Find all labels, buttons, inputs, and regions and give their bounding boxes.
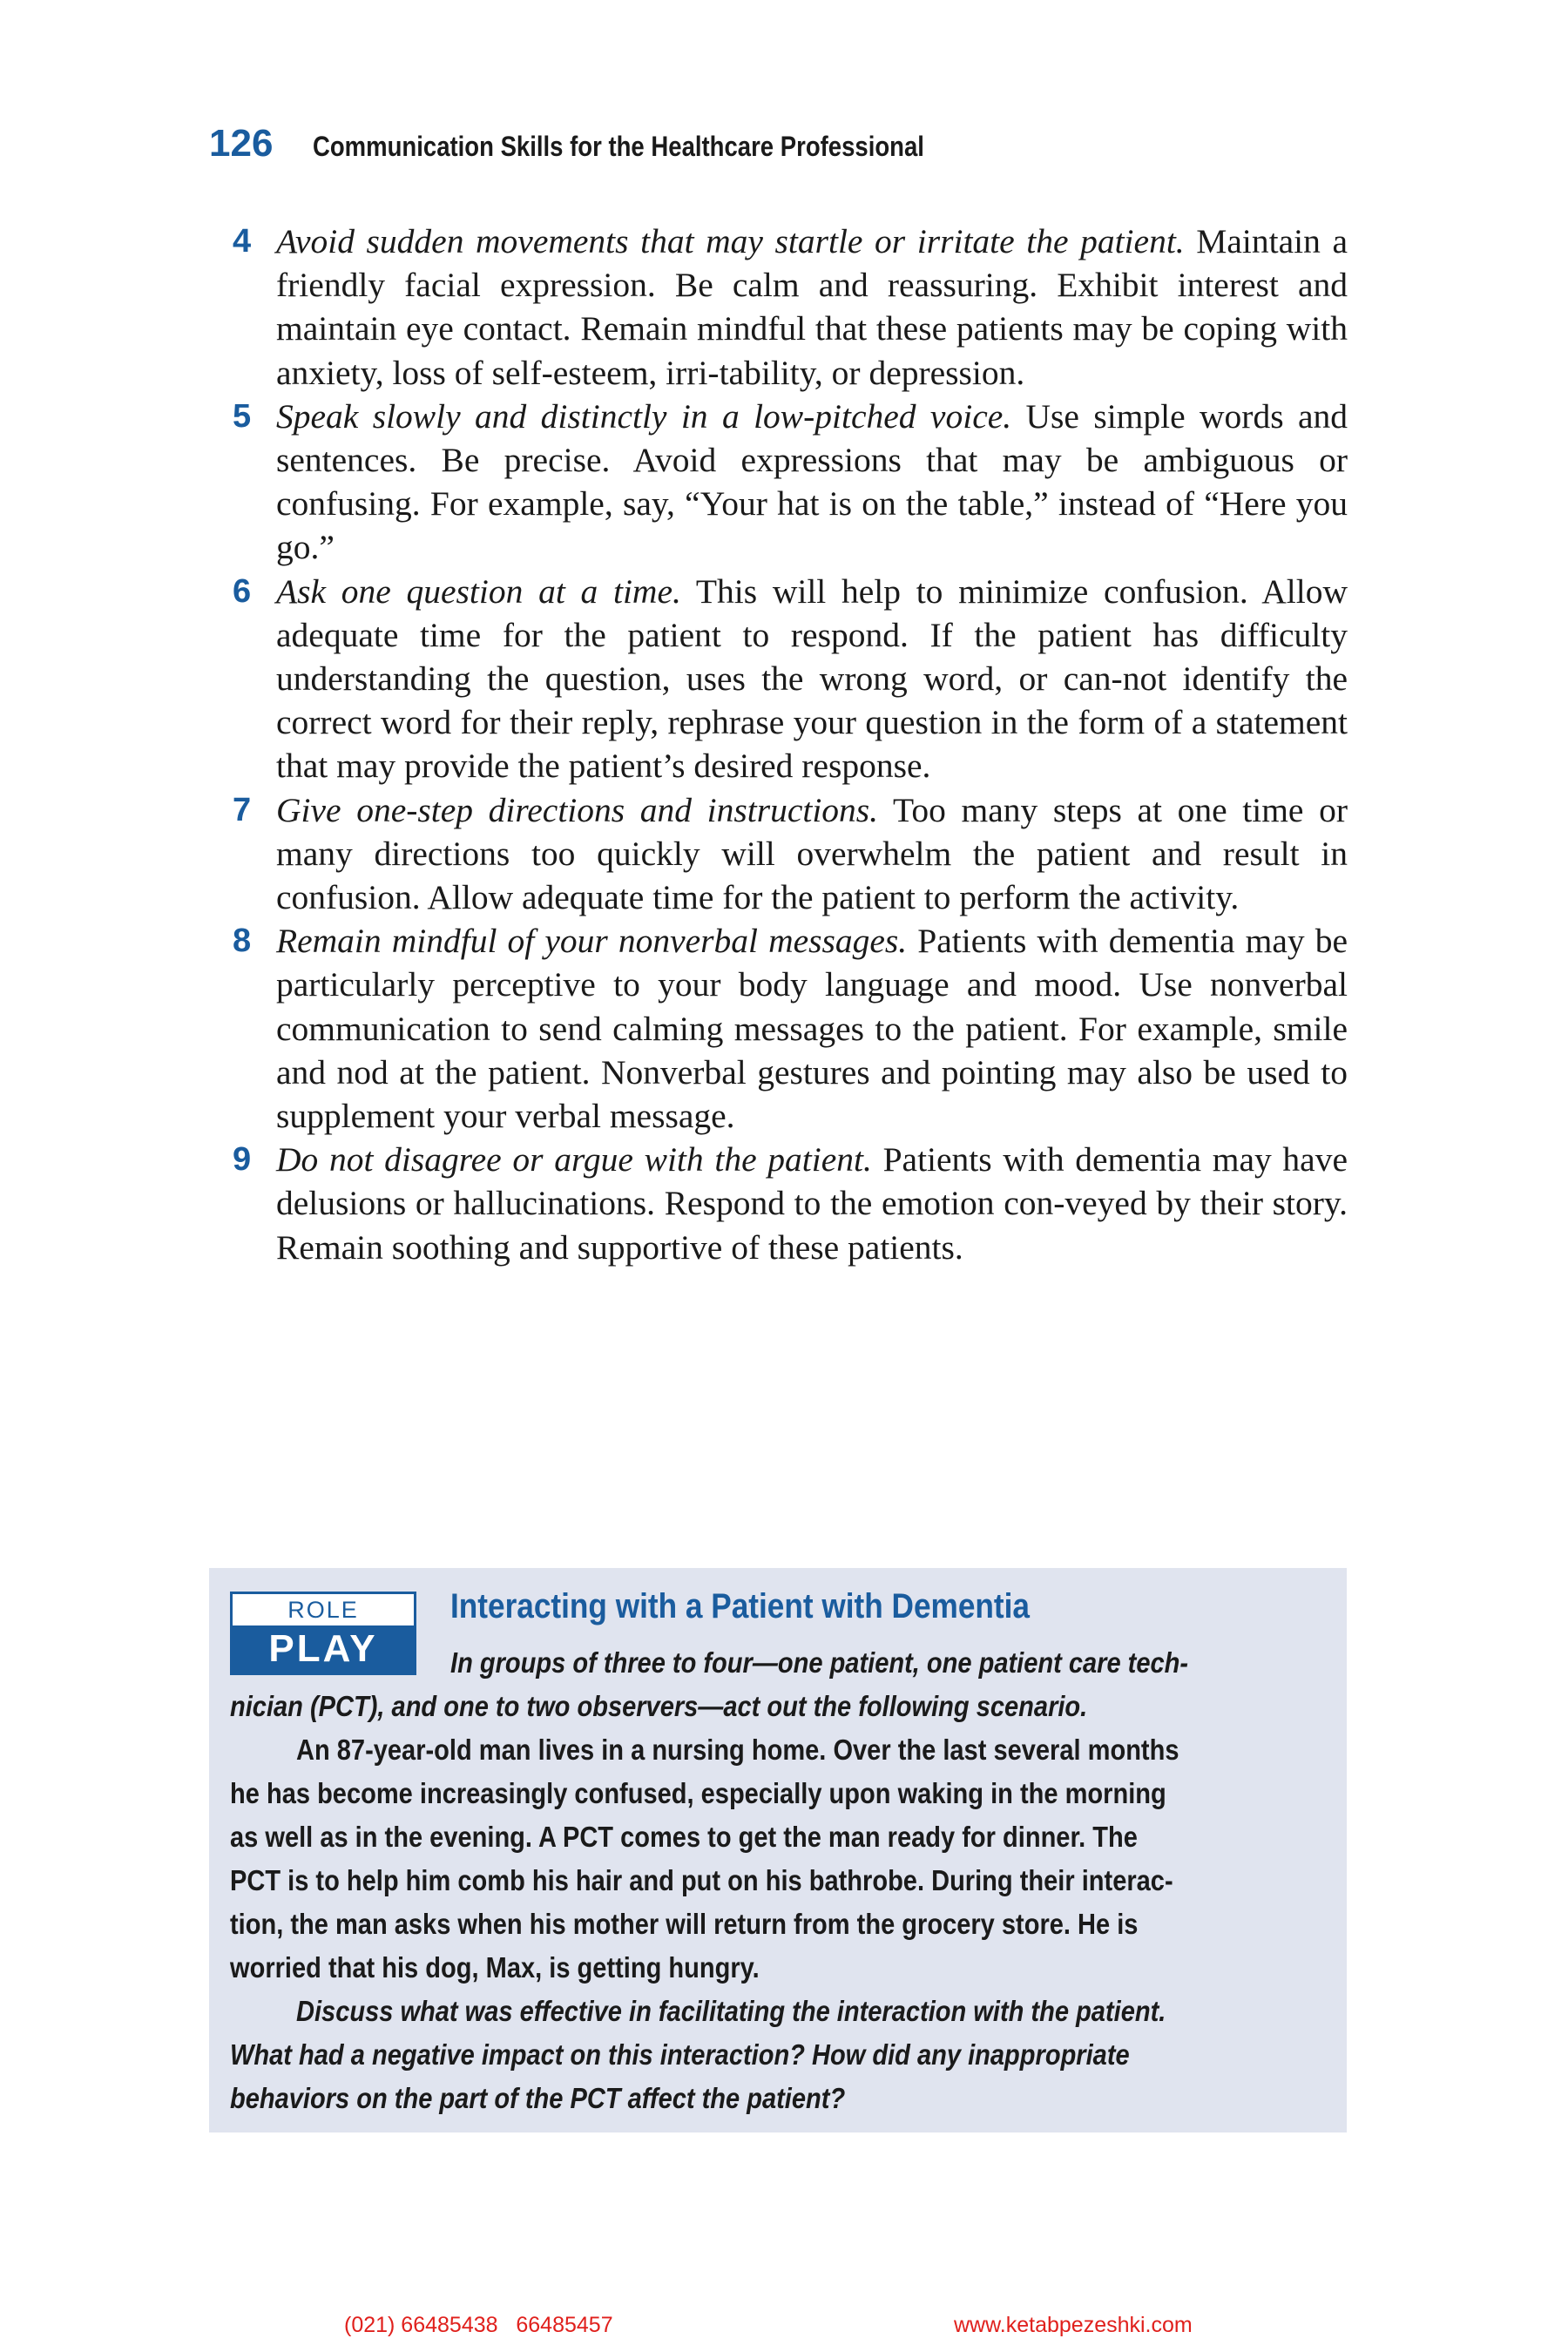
- item-lead: Remain mindful of your nonverbal messages.: [276, 922, 908, 961]
- item-body: Use simple words and sentences. Be precise. Avoid expressions that may be ambiguous or confusing. For example, say, “Your hat is on the table,” instead of “Here you go.”: [276, 396, 1348, 567]
- item-body: Patients with dementia may be particularly perceptive to your body language and mood. Use nonverbal communication to send calming messages to the patient. For example, smile and nod at the patient. Nonverbal gestures and pointing may also be used to supplement your verbal message.: [276, 922, 1348, 1136]
- discussion-line: What had a negative impact on this interaction? How did any inappropriate: [230, 2038, 1130, 2071]
- item-body: Too many steps at one time or many directions too quickly will overwhelm the patient and result in confusion. Allow adequate time for the patient to perform the activity.: [276, 790, 1348, 917]
- scenario-line: tion, the man asks when his mother will return from the grocery store. He is: [230, 1908, 1139, 1940]
- item-number: 9: [233, 1141, 252, 1179]
- item-number: 8: [233, 923, 252, 960]
- item-text: [276, 1138, 1348, 1269]
- item-text: [276, 919, 1348, 1138]
- scenario-line: PCT is to help him comb his hair and put on his bathrobe. During their interac-: [230, 1864, 1173, 1896]
- list-item: [233, 1138, 1348, 1269]
- running-title: Communication Skills for the Healthcare Professional: [313, 131, 925, 162]
- item-text: [276, 570, 1348, 788]
- footer-website: www.ketabpezeshki.com: [954, 2313, 1193, 2337]
- item-lead: Do not disagree or argue with the patient.: [276, 1140, 872, 1179]
- play-label: PLAY: [233, 1625, 414, 1673]
- role-play-box: [209, 1568, 1347, 2132]
- scenario-line: as well as in the evening. A PCT comes to get the man ready for dinner. The: [230, 1821, 1138, 1853]
- item-body: Patients with dementia may have delusions or hallucinations. Respond to the emotion con-veyed by their story. Remain soothing and supportive of these patients.: [276, 1140, 1348, 1267]
- item-text: [276, 395, 1348, 570]
- page-number: 126: [209, 122, 274, 165]
- discussion-line: Discuss what was effective in facilitating the interaction with the patient.: [296, 1995, 1166, 2027]
- item-lead: Give one-step directions and instructions.: [276, 790, 879, 829]
- discussion-line: behaviors on the part of the PCT affect the patient?: [230, 2082, 846, 2114]
- footer-phone: (021) 66485438 66485457: [344, 2313, 613, 2337]
- instructions-line: nician (PCT), and one to two observers—act out the following scenario.: [230, 1690, 1088, 1722]
- item-text: [276, 220, 1348, 395]
- list-item: [233, 919, 1348, 1138]
- item-body: This will help to minimize confusion. Allow adequate time for the patient to respond. If the patient has difficulty understanding the question, uses the wrong word, or can-not identify the correct word for their reply, rephrase your question in the form of a statement that may provide the patient’s desired response.: [276, 571, 1348, 786]
- item-lead: Avoid sudden movements that may startle or irritate the patient.: [276, 222, 1185, 260]
- scenario-line: he has become increasingly confused, especially upon waking in the morning: [230, 1777, 1166, 1809]
- scenario-line: An 87-year-old man lives in a nursing home. Over the last several months: [296, 1734, 1179, 1766]
- item-number: 7: [233, 791, 252, 828]
- item-number: 5: [233, 397, 252, 435]
- role-play-icon: [230, 1592, 416, 1675]
- scenario-line: worried that his dog, Max, is getting hungry.: [230, 1951, 760, 1984]
- item-lead: Ask one question at a time.: [276, 571, 681, 611]
- item-text: [276, 788, 1348, 920]
- item-number: 6: [233, 572, 252, 610]
- role-play-title: Interacting with a Patient with Dementia: [450, 1587, 1030, 1625]
- list-item: [233, 395, 1348, 570]
- role-label: ROLE: [287, 1597, 359, 1623]
- list-item: [233, 788, 1348, 920]
- list-item: [233, 220, 1348, 395]
- list-item: [233, 570, 1348, 788]
- item-number: 4: [233, 223, 252, 260]
- guidelines-list: [233, 220, 1348, 1269]
- instructions-line: In groups of three to four—one patient, one patient care tech-: [450, 1646, 1189, 1679]
- item-body: Maintain a friendly facial expression. Be calm and reassuring. Exhibit interest and maintain eye contact. Remain mindful that these patients may be coping with anxiety, loss of self-esteem, irri-tability, or depression.: [276, 222, 1348, 392]
- page-header: [209, 122, 1024, 166]
- item-lead: Speak slowly and distinctly in a low-pitched voice.: [276, 396, 1012, 436]
